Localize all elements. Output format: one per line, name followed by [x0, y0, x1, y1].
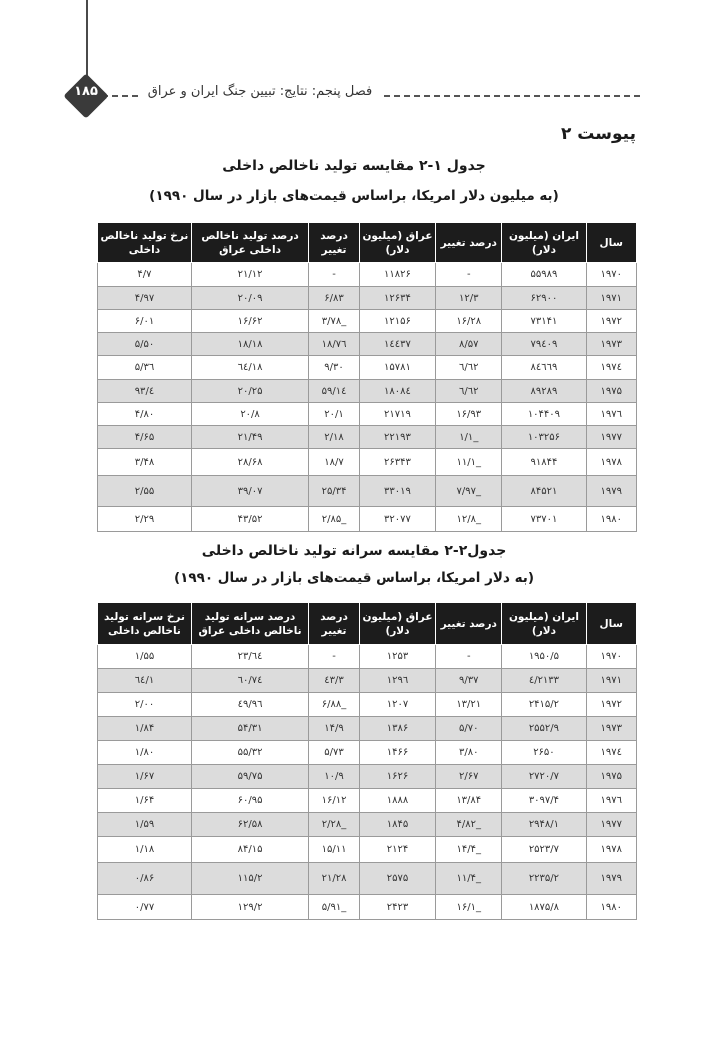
cell-iran: ۲۵۲۳/۷: [502, 837, 586, 863]
chapter-title: فصل پنجم: نتایج: تبیین جنگ ایران و عراق: [147, 84, 373, 99]
cell-iran-change: _۱۱/۴: [436, 863, 502, 895]
cell-iraq-share: ۶۲/۵۸: [191, 813, 308, 837]
cell-iran-change: ٦/٦۲: [436, 380, 502, 403]
cell-iraq-share: ٦۰/۷٤: [191, 669, 308, 693]
cell-iran-change: ۹/۳۷: [436, 669, 502, 693]
cell-iraq: ۱۲۰۷: [359, 693, 435, 717]
cell-iran: ۱۹۵۰/۵: [502, 645, 586, 669]
cell-year: ۱۹۷٦: [586, 789, 637, 813]
cell-iraq-change: _۲/۸۵: [309, 507, 360, 532]
cell-year: ۱۹۷۹: [586, 863, 637, 895]
cell-iran: ۹۱۸۴۴: [502, 449, 586, 476]
cell-year: ۱۹۷۰: [586, 645, 637, 669]
cell-iraq: ۱۴۶۶: [359, 741, 435, 765]
cell-iraq-change: ۱۰/۹: [309, 765, 360, 789]
cell-iran-change: ۱۲/۳: [436, 287, 502, 310]
cell-iran-change: ۸/۵۷: [436, 333, 502, 356]
cell-iran: ۱۰۳۲۵۶: [502, 426, 586, 449]
page-header: [0, 78, 708, 110]
cell-iran: ۲۴۱۵/۲: [502, 693, 586, 717]
header-gdp-ratio: نرخ تولید ناخالص داخلی: [98, 223, 192, 263]
cell-iran-change: _۱۲/۸: [436, 507, 502, 532]
header-year: سال: [586, 223, 637, 263]
cell-iraq-share: ۲۱/۴۹: [191, 426, 308, 449]
header-iran-change: درصد تغییر: [436, 603, 502, 645]
cell-iran-change: ۵/۷۰: [436, 717, 502, 741]
header-iraq: عراق (میلیون دلار): [359, 223, 435, 263]
table2-subtitle: (به دلار امریکا، براساس قیمت‌های بازار در سال ۱۹۹۰): [173, 570, 535, 586]
table-row: [98, 287, 637, 310]
cell-iraq-change: ۲۰/۱: [309, 403, 360, 426]
cell-iraq-change: ۶/۸۳: [309, 287, 360, 310]
cell-ratio: ۱/۸۰: [98, 741, 192, 765]
cell-iran: ۷۳۷۰۱: [502, 507, 586, 532]
cell-ratio: ۴/۹۷: [98, 287, 192, 310]
cell-iraq: ۱٤٤۳۷: [359, 333, 435, 356]
cell-iran: ۲۵۵۲/۹: [502, 717, 586, 741]
table-row: [98, 507, 637, 532]
table-row: [98, 669, 637, 693]
cell-iraq-share: ۱۸/٦٤: [191, 356, 308, 380]
cell-iraq-share: ٤۹/۹٦: [191, 693, 308, 717]
table-row: [98, 765, 637, 789]
cell-ratio: ۴/۸۰: [98, 403, 192, 426]
cell-ratio: ۵/۳٦: [98, 356, 192, 380]
table-header-row: [98, 223, 637, 263]
cell-ratio: ۱/۵۹: [98, 813, 192, 837]
cell-iraq-share: ۲۸/۶۸: [191, 449, 308, 476]
cell-iran: ۶۲۹۰۰: [502, 287, 586, 310]
cell-iraq-change: ۱۵/۱۱: [309, 837, 360, 863]
cell-iraq: ۱۸۴۵: [359, 813, 435, 837]
table-row: [98, 476, 637, 507]
cell-year: ۱۹۷۷: [586, 426, 637, 449]
cell-iran-change: _۱۱/۱: [436, 449, 502, 476]
cell-iran: ۸۴۵۲۱: [502, 476, 586, 507]
cell-year: ۱۹۸۰: [586, 895, 637, 920]
cell-iraq-change: ۹/۳۰: [309, 356, 360, 380]
cell-iraq-change: ۲/۱۸: [309, 426, 360, 449]
table-row: [98, 310, 637, 333]
header-iraq-change: درصد تغییر: [309, 223, 360, 263]
cell-iraq: ۱۵۷۸۱: [359, 356, 435, 380]
page-number: ۱۸۵: [74, 84, 98, 99]
cell-iran: ۷۹٤۰۹: [502, 333, 586, 356]
cell-year: ۱۹۷۰: [586, 263, 637, 287]
cell-ratio: ۰/۷۷: [98, 895, 192, 920]
cell-iran-change: ۱۳/۲۱: [436, 693, 502, 717]
table-row: [98, 449, 637, 476]
cell-iraq-share: ۱۸/۱۸: [191, 333, 308, 356]
table-row: [98, 789, 637, 813]
table-row: [98, 813, 637, 837]
cell-iraq-change: ۲۱/۲۸: [309, 863, 360, 895]
cell-year: ۱۹۷۲: [586, 693, 637, 717]
table-row: [98, 380, 637, 403]
cell-iraq-share: ۵۴/۳۱: [191, 717, 308, 741]
cell-iraq: ۱۶۲۶: [359, 765, 435, 789]
table-row: [98, 426, 637, 449]
table-row: [98, 333, 637, 356]
table1-title: جدول ۱-۲ مقایسه تولید ناخالص داخلی: [222, 158, 486, 174]
cell-iran-change: _۱/۱: [436, 426, 502, 449]
cell-iran: ۸۹۲۸۹: [502, 380, 586, 403]
table-row: [98, 837, 637, 863]
cell-iraq-change: _۲/۲۸: [309, 813, 360, 837]
cell-ratio: ۶/۰۱: [98, 310, 192, 333]
appendix-title: پیوست ۲: [560, 124, 636, 144]
cell-iraq-share: ۵۹/۷۵: [191, 765, 308, 789]
cell-ratio: ۵/۵۰: [98, 333, 192, 356]
cell-ratio: ۲/۰۰: [98, 693, 192, 717]
header-iran: ایران (میلیون دلار): [502, 603, 586, 645]
cell-iraq-share: ۱۲۹/۲: [191, 895, 308, 920]
cell-iran: ۲۹۴۸/۱: [502, 813, 586, 837]
header-iran: ایران (میلیون دلار): [502, 223, 586, 263]
cell-iraq: ۱۸۰۸٤: [359, 380, 435, 403]
cell-iraq-share: ۲۰/۲۵: [191, 380, 308, 403]
cell-ratio: ۱/٦٤: [98, 669, 192, 693]
cell-iran: ۲۲۳۵/۲: [502, 863, 586, 895]
table-row: [98, 741, 637, 765]
cell-ratio: ۱/۱۸: [98, 837, 192, 863]
cell-ratio: ۲/۲۹: [98, 507, 192, 532]
cell-iran: ۱۰۴۴۰۹: [502, 403, 586, 426]
cell-iraq-share: ۱۱۵/۲: [191, 863, 308, 895]
table-row: [98, 403, 637, 426]
cell-iraq: ۳۲۰۷۷: [359, 507, 435, 532]
cell-iraq-change: ۱٤/۵۹: [309, 380, 360, 403]
table-row: [98, 645, 637, 669]
cell-iran-change: ۳/۸۰: [436, 741, 502, 765]
table-row: [98, 895, 637, 920]
cell-iraq-change: ۱۶/۱۲: [309, 789, 360, 813]
cell-iran-change: -: [436, 645, 502, 669]
table-row: [98, 356, 637, 380]
cell-ratio: ۱/۸۴: [98, 717, 192, 741]
cell-iran: ۲۱۳۳/٤: [502, 669, 586, 693]
cell-iran-change: ۲/۶۷: [436, 765, 502, 789]
table-row: [98, 717, 637, 741]
cell-year: ۱۹۷۵: [586, 765, 637, 789]
cell-iran-change: _۱۶/۱: [436, 895, 502, 920]
cell-year: ۱۹۷۸: [586, 837, 637, 863]
table2-title: جدول۲-۲ مقایسه سرانه تولید ناخالص داخلی: [201, 543, 507, 559]
cell-ratio: ۱/۶۷: [98, 765, 192, 789]
cell-ratio: ۰/۸۶: [98, 863, 192, 895]
cell-iraq-share: ۳۹/۰۷: [191, 476, 308, 507]
cell-iran: ۱۸۷۵/۸: [502, 895, 586, 920]
header-iraq-share: درصد سرانه تولید ناخالص داخلی عراق: [191, 603, 308, 645]
cell-year: ۱۹۷۸: [586, 449, 637, 476]
header-iraq-change: درصد تغییر: [309, 603, 360, 645]
cell-iraq-share: ۱۶/۶۲: [191, 310, 308, 333]
cell-ratio: ۴/۷: [98, 263, 192, 287]
table-row: [98, 863, 637, 895]
cell-iraq-share: ۲۱/۱۲: [191, 263, 308, 287]
table1-subtitle: (به میلیون دلار امریکا، براساس قیمت‌های بازار در سال ۱۹۹۰): [149, 188, 559, 204]
cell-ratio: ۲/۵۵: [98, 476, 192, 507]
cell-ratio: ۳/۴۸: [98, 449, 192, 476]
cell-iran-change: ۱۶/۹۳: [436, 403, 502, 426]
header-dash-line-right: [384, 95, 640, 97]
cell-ratio: ۱/۵۵: [98, 645, 192, 669]
header-year: سال: [586, 603, 637, 645]
cell-iraq: ۱۱۸۲۶: [359, 263, 435, 287]
cell-iran-change: -: [436, 263, 502, 287]
cell-year: ۱۹۷۱: [586, 669, 637, 693]
cell-year: ۱۹۷٤: [586, 741, 637, 765]
cell-iran-change: _۱۴/۴: [436, 837, 502, 863]
cell-iraq-change: _۳/۷۸: [309, 310, 360, 333]
per-capita-gdp-table: [97, 602, 637, 920]
cell-iran-change: ۱۶/۲۸: [436, 310, 502, 333]
cell-iraq-share: ٦٤/۲۳: [191, 645, 308, 669]
cell-year: ۱۹۷۹: [586, 476, 637, 507]
cell-iraq: ۱۳۸۶: [359, 717, 435, 741]
cell-iraq-change: ۱۴/۹: [309, 717, 360, 741]
cell-iran: ۲۷۲۰/۷: [502, 765, 586, 789]
cell-iraq-share: ۴۳/۵۲: [191, 507, 308, 532]
cell-year: ۱۹۷۵: [586, 380, 637, 403]
header-iran-change: درصد تغییر: [436, 223, 502, 263]
cell-iraq: ۲۱۷۱۹: [359, 403, 435, 426]
cell-iran-change: ۱۳/۸۴: [436, 789, 502, 813]
cell-iraq: ۲۵۷۵: [359, 863, 435, 895]
cell-year: ۱۹۷۲: [586, 310, 637, 333]
cell-iran: ۳۰۹۷/۴: [502, 789, 586, 813]
cell-iraq-share: ۸۴/۱۵: [191, 837, 308, 863]
cell-iraq: ۲۲۱۹۳: [359, 426, 435, 449]
cell-iraq-share: ۶۰/۹۵: [191, 789, 308, 813]
header-percap-ratio: نرخ سرانه تولید ناخالص داخلی: [98, 603, 192, 645]
cell-iraq: ۱۲۵۳: [359, 645, 435, 669]
cell-year: ۱۹۷۱: [586, 287, 637, 310]
cell-ratio: ۴/۶۵: [98, 426, 192, 449]
cell-iraq: ۱۲۹٦: [359, 669, 435, 693]
cell-iraq: ۳۳۰۱۹: [359, 476, 435, 507]
cell-iran: ۸٤٦٦۹: [502, 356, 586, 380]
cell-year: ۱۹۷٤: [586, 356, 637, 380]
cell-year: ۱۹۷۳: [586, 717, 637, 741]
cell-iraq-change: ۲۵/۳۴: [309, 476, 360, 507]
cell-iraq: ۱۲۱۵۶: [359, 310, 435, 333]
cell-year: ۱۹۷۷: [586, 813, 637, 837]
cell-iraq: ۱۸۸۸: [359, 789, 435, 813]
cell-iraq-share: ۵۵/۳۲: [191, 741, 308, 765]
gdp-comparison-table: [97, 222, 637, 532]
cell-iran-change: _۷/۹۷: [436, 476, 502, 507]
cell-ratio: ٤/۹۳: [98, 380, 192, 403]
cell-iraq: ۲۶۳۴۳: [359, 449, 435, 476]
cell-iran-change: ٦/٦۲: [436, 356, 502, 380]
cell-iraq-change: ۱۸/۷: [309, 449, 360, 476]
cell-iran: ۷۳۱۴۱: [502, 310, 586, 333]
cell-iraq-change: -: [309, 263, 360, 287]
header-iraq-share: درصد تولید ناخالص داخلی عراق: [191, 223, 308, 263]
cell-iraq-change: ۱۸/۷٦: [309, 333, 360, 356]
cell-iraq-change: _۶/۸۸: [309, 693, 360, 717]
table-row: [98, 263, 637, 287]
cell-iran: ۲۶۵۰: [502, 741, 586, 765]
cell-ratio: ۱/۶۴: [98, 789, 192, 813]
cell-iraq-change: ۵/۷۳: [309, 741, 360, 765]
cell-iran: ۵۵۹۸۹: [502, 263, 586, 287]
cell-iraq-change: _۵/۹۱: [309, 895, 360, 920]
cell-iraq-change: -: [309, 645, 360, 669]
cell-iraq: ۱۲۶۳۴: [359, 287, 435, 310]
table-row: [98, 693, 637, 717]
cell-iraq-change: ۳/٤۳: [309, 669, 360, 693]
cell-iraq: ۲۱۲۴: [359, 837, 435, 863]
cell-iraq: ۲۴۲۳: [359, 895, 435, 920]
cell-year: ۱۹۷٦: [586, 403, 637, 426]
cell-iraq-share: ۲۰/۰۹: [191, 287, 308, 310]
table-header-row: [98, 603, 637, 645]
cell-iran-change: _۴/۸۲: [436, 813, 502, 837]
cell-iraq-share: ۲۰/۸: [191, 403, 308, 426]
header-iraq: عراق (میلیون دلار): [359, 603, 435, 645]
cell-year: ۱۹۷۳: [586, 333, 637, 356]
cell-year: ۱۹۸۰: [586, 507, 637, 532]
